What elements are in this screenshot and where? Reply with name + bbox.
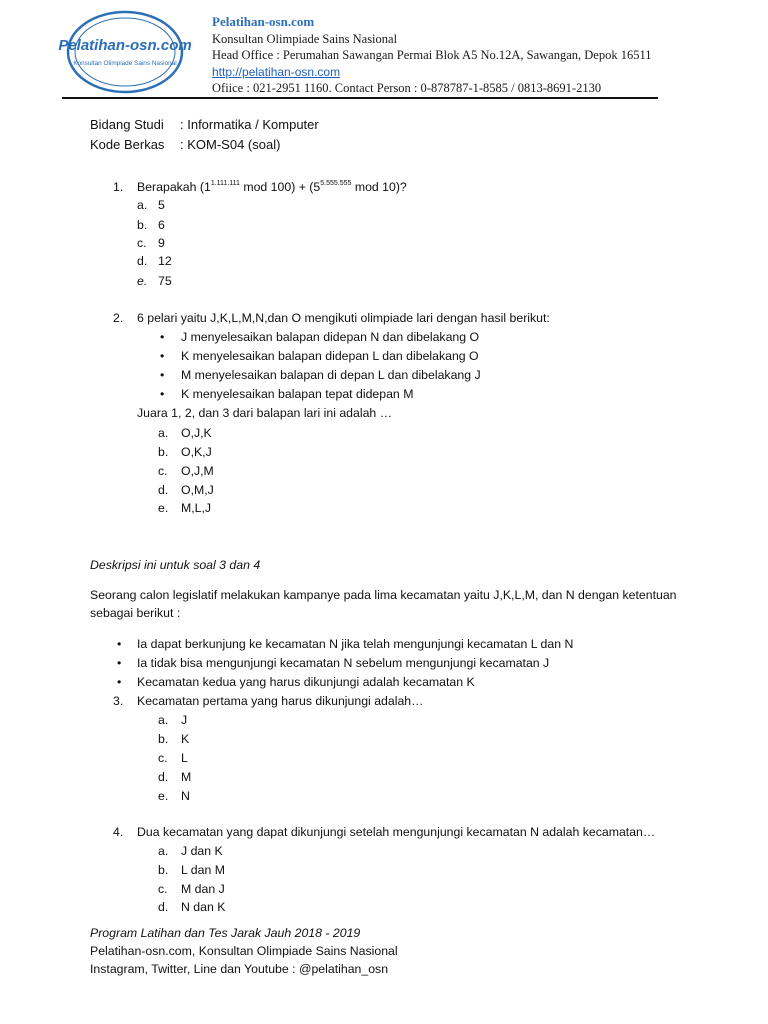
desc-bullet-3: Kecamatan kedua yang harus dikunjungi adalah kecamatan K [137,675,475,689]
q3-option-b: K [181,732,190,746]
bullet-dot: • [160,368,165,382]
header-info [212,14,652,97]
q2-bullet-1: J menyelesaikan balapan didepan N dan dibelakang O [181,330,480,344]
footer-brand: Pelatihan-osn.com [90,944,192,958]
kode-value: : KOM-S04 (soal) [180,137,281,152]
bullet-dot: • [117,637,122,651]
q2-option-c: O,J,M [181,464,214,478]
q3-option-a: J [181,713,188,727]
q1-option-a-label: a. [137,198,148,212]
header-line1: Konsultan Olimpiade Sains Nasional [212,31,398,46]
desc-bullet-1: Ia dapat berkunjung ke kecamatan N jika telah mengunjungi kecamatan L dan N [137,637,574,651]
footer-brand-desc: , Konsultan Olimpiade Sains Nasional [191,944,398,958]
logo-main-text: Pelatihan-osn.com [58,37,192,54]
kode-label: Kode Berkas [90,137,165,152]
desc-bullet-2: Ia tidak bisa mengunjungi kecamatan N sebelum mengunjungi kecamatan J [137,656,550,670]
q4-option-b-label: b. [158,863,169,877]
q1-stem-part1: Berapakah (1 [137,180,211,194]
bidang-value: : Informatika / Komputer [180,117,319,132]
description-para-line2: sebagai berikut : [90,606,181,620]
q1-stem [137,180,407,194]
q1-exponent2: 5.555.555 [320,180,352,187]
bidang-studi-row [90,117,319,132]
q1-exponent1: 1.111.111 [210,180,240,187]
q2-question: Juara 1, 2, dan 3 dari balapan lari ini adalah … [137,406,392,420]
website-link[interactable]: http://pelatihan-osn.com [212,64,341,79]
footer-brand-line [90,944,398,958]
bullet-dot: • [117,656,122,670]
footer-social-label: Instagram, Twitter, Line dan Youtube : [90,962,299,976]
kode-berkas-row [90,137,280,152]
header-brand: Pelatihan-osn.com [212,14,315,29]
header-divider [62,97,658,99]
q1-stem-part3: mod 10)? [351,180,407,194]
q4-number: 4. [113,825,124,839]
q3-number: 3. [113,694,124,708]
header-contact: Ofiice : 021-2951 1160. Contact Person : 0-878787-1-8585 / 0813-8691-2130 [212,81,602,95]
q2-option-b: O,K,J [181,445,212,459]
q2-option-e-label: e. [158,501,169,515]
q3-option-e-label: e. [158,789,169,803]
q3-option-b-label: b. [158,732,169,746]
q3-option-d-label: d. [158,770,169,784]
q2-option-e: M,L,J [181,501,212,515]
q1-stem-part2: mod 100) + (5 [239,180,321,194]
q2-option-c-label: c. [158,464,168,478]
q2-stem: 6 pelari yaitu J,K,L,M,N,dan O mengikuti olimpiade lari dengan hasil berikut: [137,311,550,325]
logo-sub-text: Konsultan Olimpiade Sains Nasional [73,60,177,67]
q2-number: 2. [113,311,124,325]
q2-bullet-4: K menyelesaikan balapan tepat didepan M [181,387,414,401]
q2-option-d-label: d. [158,483,169,497]
q4-stem: Dua kecamatan yang dapat dikunjungi setelah mengunjungi kecamatan N adalah kecamatan… [137,825,656,839]
q1-number: 1. [113,180,124,194]
bullet-dot: • [160,387,165,401]
q3-option-a-label: a. [158,713,169,727]
pelatihan-osn-logo [58,10,192,94]
q3-option-d: M [181,770,192,784]
q1-option-d: 12 [158,254,172,268]
q1-option-c-label: c. [137,236,147,250]
q1-option-e: 75 [158,274,172,288]
q3-option-c-label: c. [158,751,168,765]
q3-stem: Kecamatan pertama yang harus dikunjungi adalah… [137,694,424,708]
description-title: Deskripsi ini untuk soal 3 dan 4 [90,558,261,572]
footer-social-handle[interactable]: @pelatihan_osn [298,962,389,976]
q2-bullet-2: K menyelesaikan balapan didepan L dan dibelakang O [181,349,479,363]
bullet-dot: • [160,349,165,363]
q1-option-c: 9 [158,236,165,250]
q2-option-a: O,J,K [181,426,212,440]
bidang-label: Bidang Studi [90,117,164,132]
header-address: Head Office : Perumahan Sawangan Permai Blok A5 No.12A, Sawangan, Depok 16511 [212,48,652,62]
q4-option-d: N dan K [181,900,226,914]
q4-option-d-label: d. [158,900,169,914]
description-para-line1: Seorang calon legislatif melakukan kampanye pada lima kecamatan yaitu J,K,L,M, dan N dengan ketentuan [90,588,677,602]
q4-option-a-label: a. [158,844,169,858]
q1-option-b-label: b. [137,218,148,232]
q2-option-a-label: a. [158,426,169,440]
q1-option-b: 6 [158,218,165,232]
q3-option-e: N [181,789,190,803]
q2-option-d: O,M,J [181,483,214,497]
q1-option-a: 5 [158,198,165,212]
bullet-dot: • [117,675,122,689]
bullet-dot: • [160,330,165,344]
q4-option-c-label: c. [158,882,168,896]
footer-program: Program Latihan dan Tes Jarak Jauh 2018 - 2019 [90,926,361,940]
q4-option-c: M dan J [181,882,225,896]
q4-option-b: L dan M [181,863,225,877]
q3-option-c: L [181,751,188,765]
q4-option-a: J dan K [181,844,223,858]
q1-option-d-label: d. [137,254,148,268]
q2-option-b-label: b. [158,445,169,459]
footer-social-line [90,962,388,976]
q2-bullet-3: M menyelesaikan balapan di depan L dan dibelakang J [181,368,481,382]
q1-option-e-label: e. [137,274,148,288]
